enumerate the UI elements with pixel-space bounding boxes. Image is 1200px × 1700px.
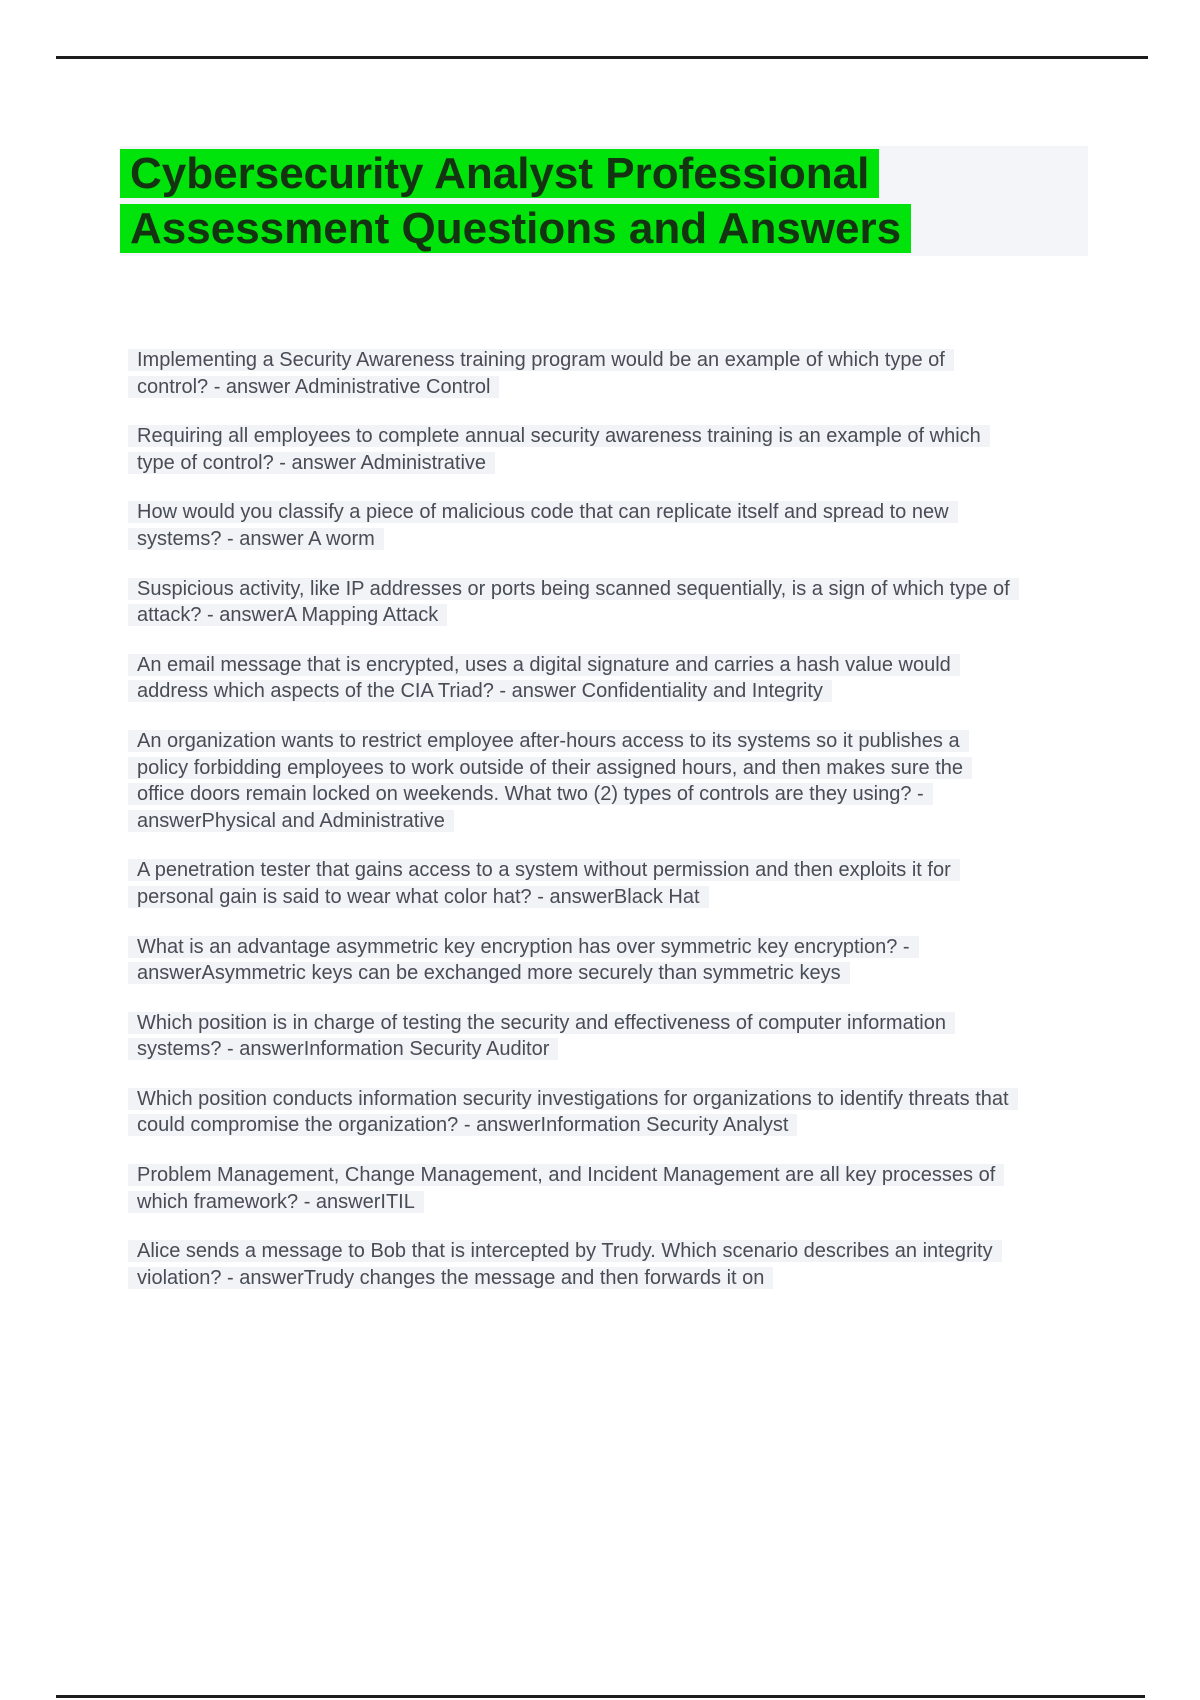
qa-text: Which position conducts information security investigations for organizations to identify threats that could compromise the organization? - answerInformation Security Analyst [128, 1088, 1018, 1137]
qa-text: Alice sends a message to Bob that is intercepted by Trudy. Which scenario describes an integrity violation? - answerTrudy changes the message and then forwards it on [128, 1240, 1002, 1289]
qa-paragraph [128, 347, 1010, 400]
qa-text: What is an advantage asymmetric key encryption has over symmetric key encryption? - answerAsymmetric keys can be exchanged more securely than symmetric keys [128, 936, 919, 985]
qa-paragraph [128, 1010, 1010, 1063]
qa-paragraph [128, 576, 1010, 629]
qa-text: Problem Management, Change Management, and Incident Management are all key processes of which framework? - answerITIL [128, 1164, 1004, 1213]
footer-rule [56, 1695, 1145, 1698]
qa-paragraph [128, 934, 1010, 987]
page-title-highlight: Cybersecurity Analyst Professional Assessment Questions and Answers [120, 149, 911, 253]
qa-text: An email message that is encrypted, uses a digital signature and carries a hash value would address which aspects of the CIA Triad? - answer Confidentiality and Integrity [128, 654, 960, 703]
qa-text: Suspicious activity, like IP addresses or ports being scanned sequentially, is a sign of which type of attack? - answerA Mapping Attack [128, 578, 1019, 627]
qa-text: How would you classify a piece of malicious code that can replicate itself and spread to new systems? - answer A worm [128, 501, 958, 550]
qa-text: Which position is in charge of testing the security and effectiveness of computer information systems? - answerInformation Security Auditor [128, 1012, 955, 1061]
qa-text: An organization wants to restrict employee after-hours access to its systems so it publishes a policy forbidding employees to work outside of their assigned hours, and then makes sure the office doors remain locked on weekends. What two (2) types of controls are they using? - answerPhysical and Administrative [128, 730, 972, 832]
qa-paragraph [128, 1086, 1010, 1139]
qa-paragraph [128, 1238, 1010, 1291]
qa-text: Requiring all employees to complete annual security awareness training is an example of which type of control? - answer Administrative [128, 425, 990, 474]
qa-paragraph [128, 728, 1010, 834]
qa-list [128, 347, 1010, 1314]
qa-text: Implementing a Security Awareness training program would be an example of which type of control? - answer Administrative Control [128, 349, 954, 398]
title-block [120, 146, 1088, 256]
qa-paragraph [128, 423, 1010, 476]
qa-paragraph [128, 499, 1010, 552]
header-rule [56, 56, 1148, 59]
qa-paragraph [128, 1162, 1010, 1215]
qa-paragraph [128, 652, 1010, 705]
page-title [120, 146, 1088, 256]
qa-paragraph [128, 857, 1010, 910]
qa-text: A penetration tester that gains access to a system without permission and then exploits it for personal gain is said to wear what color hat? - answerBlack Hat [128, 859, 960, 908]
